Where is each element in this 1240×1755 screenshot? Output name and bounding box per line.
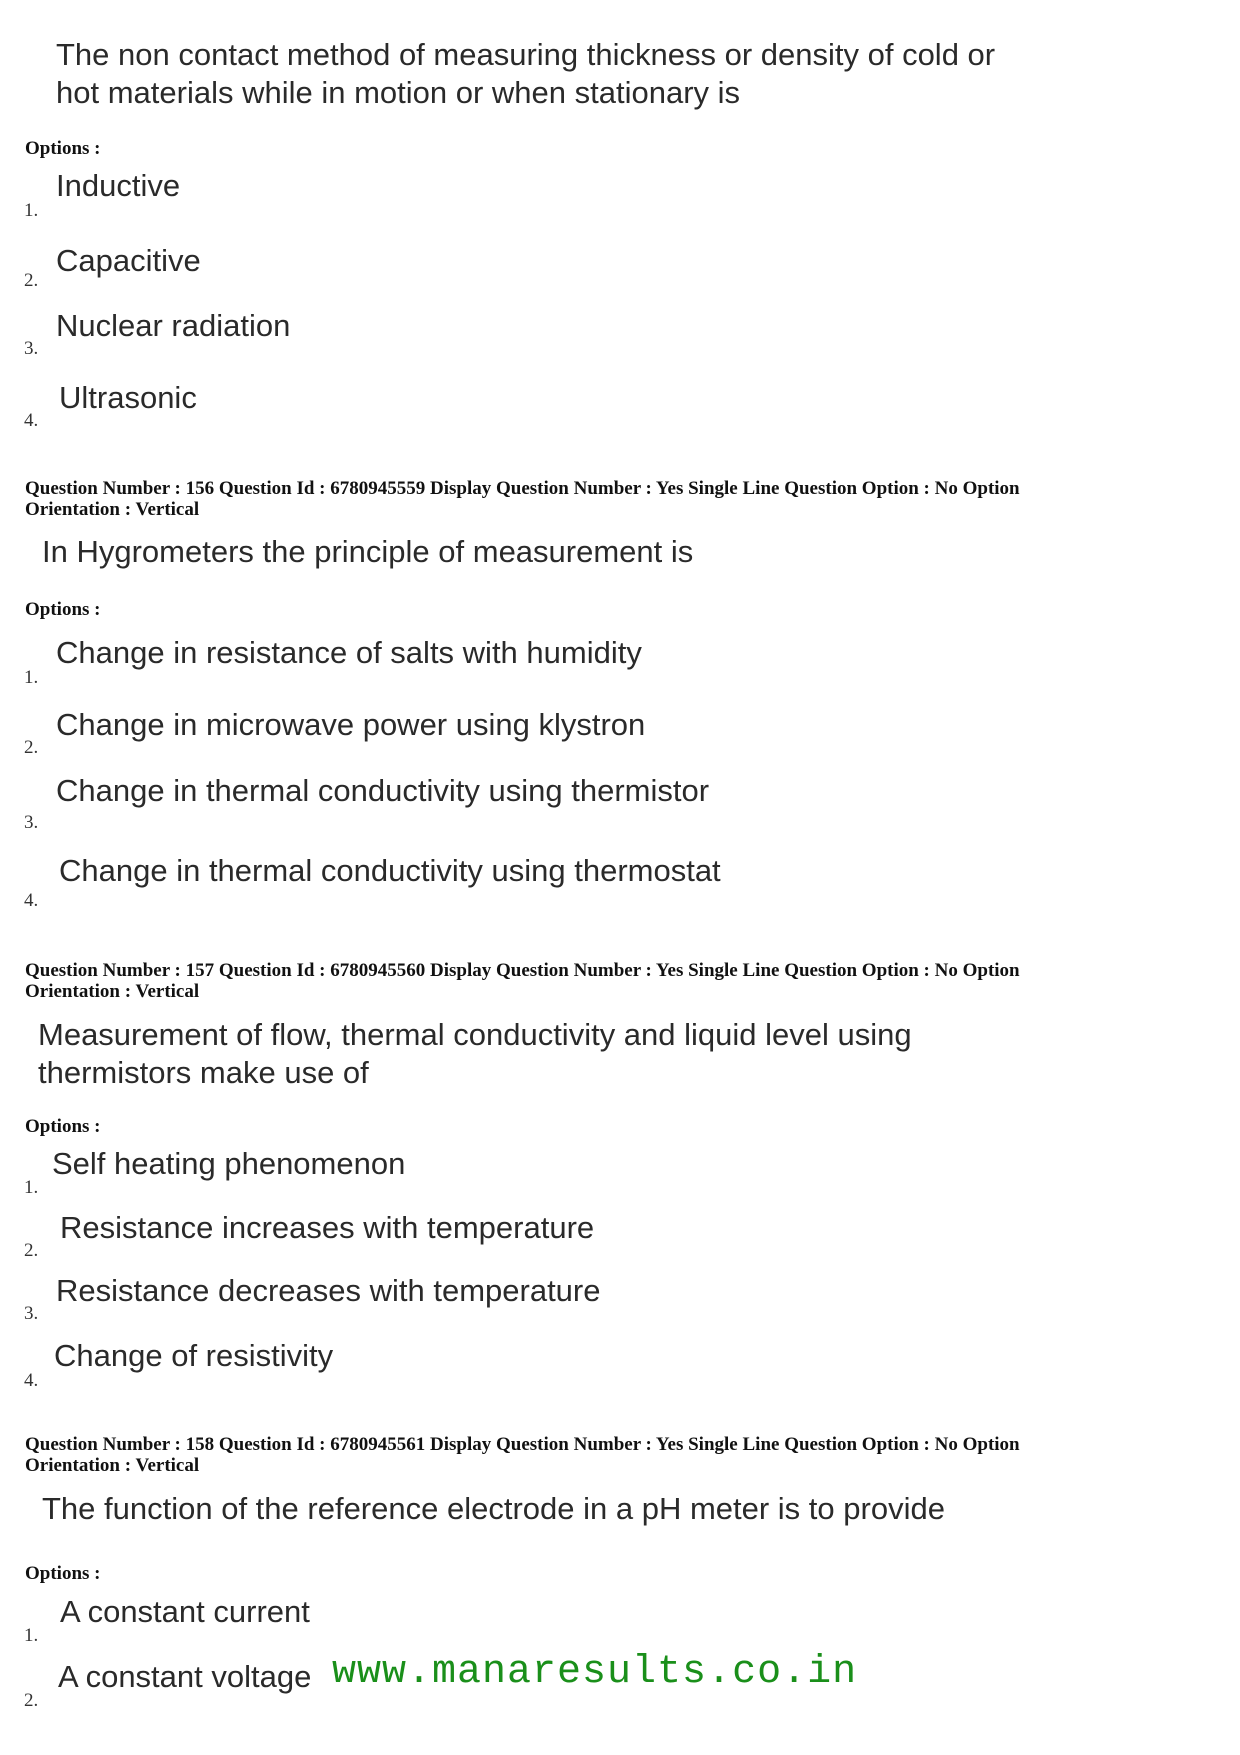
q157-meta-line1: Question Number : 157 Question Id : 6780945560 Display Question Number : Yes Single Line Question Option : No Option: [25, 960, 1020, 981]
q155-text-line2: hot materials while in motion or when stationary is: [56, 75, 741, 110]
q157-option-1-text: Self heating phenomenon: [52, 1146, 406, 1181]
q155-option-4-number: 4.: [24, 410, 39, 431]
q157-option-2-number: 2.: [24, 1240, 39, 1261]
q158-option-1-number: 1.: [24, 1625, 39, 1646]
q156-metadata: [25, 478, 1205, 520]
q157-option-2-text: Resistance increases with temperature: [60, 1210, 595, 1245]
q156-option-1-text: Change in resistance of salts with humidity: [56, 635, 642, 670]
q155-option-4-text: Ultrasonic: [59, 380, 197, 415]
q158-question-text: The function of the reference electrode in a pH meter is to provide: [42, 1491, 945, 1526]
q157-text-line2: thermistors make use of: [38, 1055, 369, 1090]
q157-meta-line2: Orientation : Vertical: [25, 981, 200, 1002]
q155-options-label: Options :: [25, 138, 101, 159]
q157-option-4-number: 4.: [24, 1370, 39, 1391]
q156-option-4-number: 4.: [24, 890, 39, 911]
q157-option-1-number: 1.: [24, 1177, 39, 1198]
q156-option-3-number: 3.: [24, 812, 39, 833]
q157-metadata: [25, 960, 1205, 1002]
q158-options-label: Options :: [25, 1563, 101, 1584]
q155-question-text: [56, 36, 995, 112]
q156-option-2-number: 2.: [24, 737, 39, 758]
q155-option-1-number: 1.: [24, 200, 39, 221]
q157-options-label: Options :: [25, 1116, 101, 1137]
q157-question-text: [38, 1016, 912, 1092]
q156-option-4-text: Change in thermal conductivity using thermostat: [59, 853, 721, 888]
website-watermark: www.manaresults.co.in: [332, 1650, 858, 1695]
q158-meta-line2: Orientation : Vertical: [25, 1455, 200, 1476]
q158-option-2-number: 2.: [24, 1690, 39, 1711]
q156-options-label: Options :: [25, 599, 101, 620]
q157-option-3-number: 3.: [24, 1303, 39, 1324]
q156-option-1-number: 1.: [24, 667, 39, 688]
q156-meta-line1: Question Number : 156 Question Id : 6780945559 Display Question Number : Yes Single Line Question Option : No Option: [25, 478, 1020, 499]
q156-option-3-text: Change in thermal conductivity using thermistor: [56, 773, 710, 808]
q158-metadata: [25, 1434, 1205, 1476]
q155-option-2-number: 2.: [24, 270, 39, 291]
q155-option-3-text: Nuclear radiation: [56, 308, 291, 343]
q158-option-1-text: A constant current: [60, 1594, 310, 1629]
q155-option-2-text: Capacitive: [56, 243, 201, 278]
q155-option-1-text: Inductive: [56, 168, 181, 203]
q156-question-text: In Hygrometers the principle of measurement is: [42, 534, 694, 569]
q158-meta-line1: Question Number : 158 Question Id : 6780945561 Display Question Number : Yes Single Line Question Option : No Option: [25, 1434, 1020, 1455]
q158-option-2-text: A constant voltage: [58, 1659, 312, 1694]
q157-text-line1: Measurement of flow, thermal conductivity and liquid level using: [38, 1017, 912, 1052]
q156-meta-line2: Orientation : Vertical: [25, 499, 200, 520]
q155-option-3-number: 3.: [24, 338, 39, 359]
q156-option-2-text: Change in microwave power using klystron: [56, 707, 646, 742]
q157-option-3-text: Resistance decreases with temperature: [56, 1273, 601, 1308]
q157-option-4-text: Change of resistivity: [54, 1338, 334, 1373]
q155-text-line1: The non contact method of measuring thickness or density of cold or: [56, 37, 996, 72]
